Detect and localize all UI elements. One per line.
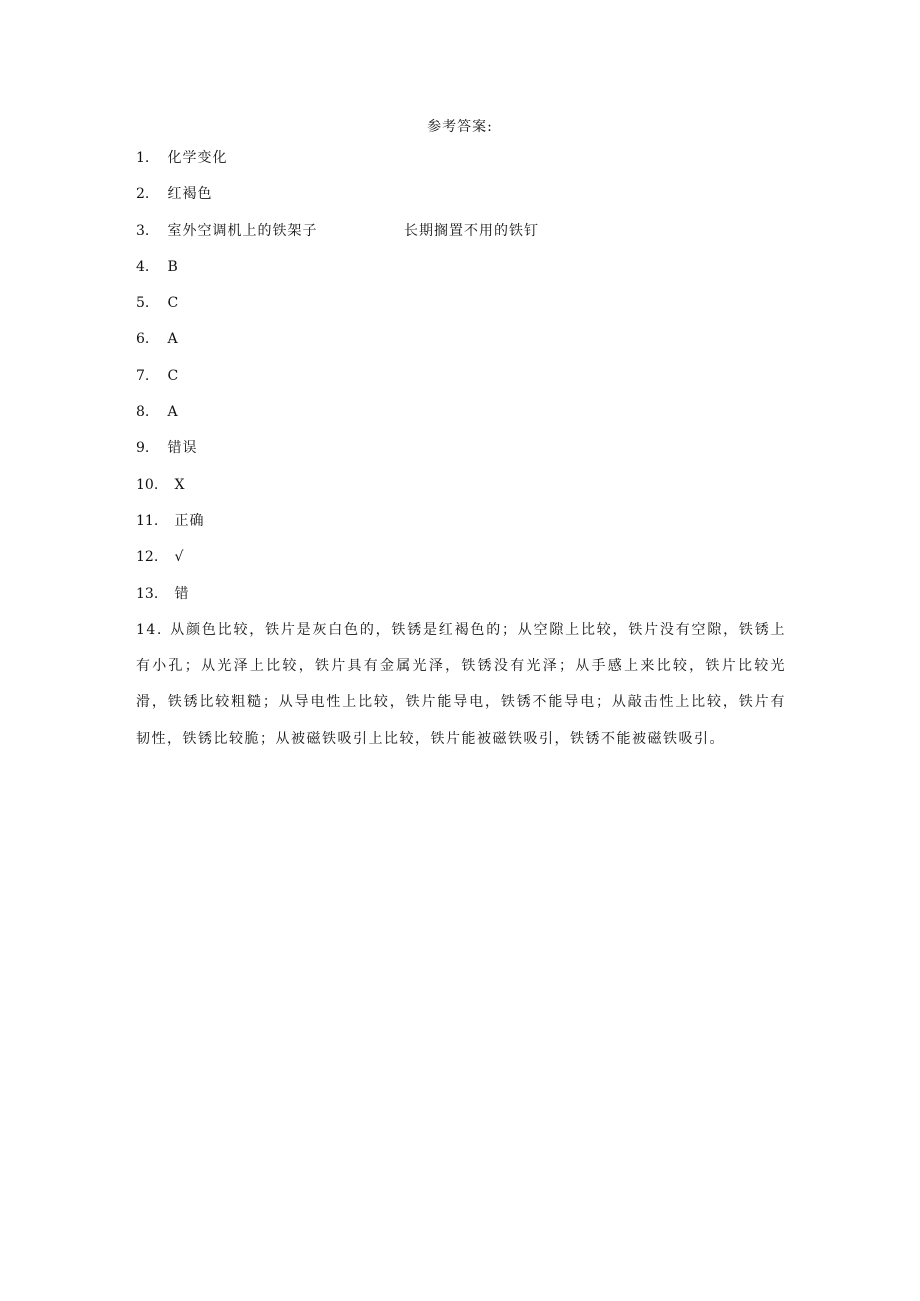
answer-number: 2. [136, 186, 150, 203]
answer-item-5 [136, 291, 786, 327]
answer-list [136, 146, 786, 757]
answer-item-4 [136, 255, 786, 291]
answer-item-8 [136, 400, 786, 436]
answer-number: 3. [136, 222, 150, 239]
answer-item-11 [136, 509, 786, 545]
answer-text: C [167, 367, 180, 384]
answer-text-paragraph: 从颜色比较，铁片是灰白色的，铁锈是红褐色的；从空隙上比较，铁片没有空隙，铁锈上有小孔；从光泽上比较，铁片具有金属光泽，铁锈没有光泽；从手感上来比较，铁片比较光滑，铁锈比较粗糙；从导电性上比较，铁片能导电，铁锈不能导电；从敲击性上比较，铁片有韧性，铁锈比较脆；从被磁铁吸引上比较，铁片能被磁铁吸引，铁锈不能被磁铁吸引。 [136, 621, 786, 747]
answer-number: 7. [136, 367, 150, 384]
answer-number: 12. [136, 549, 159, 566]
answer-text: B [167, 258, 179, 275]
answer-text: 错 [174, 585, 190, 602]
answer-number: 10. [136, 476, 159, 493]
answer-number: 9. [136, 440, 150, 457]
answer-item-6 [136, 327, 786, 363]
answer-item-14 [136, 612, 786, 757]
answer-item-3 [136, 219, 786, 255]
answer-item-10 [136, 473, 786, 509]
answer-number: 14. [136, 621, 163, 638]
answer-number: 11. [136, 512, 159, 529]
answer-number: 1. [136, 150, 150, 166]
answer-text: A [167, 331, 179, 348]
answer-item-9 [136, 436, 786, 472]
answer-text: 化学变化 [167, 150, 228, 166]
page-title: 参考答案: [427, 119, 493, 135]
answer-item-1 [136, 146, 786, 182]
answer-text: A [167, 404, 179, 421]
answer-number: 4. [136, 258, 150, 275]
answer-item-7 [136, 364, 786, 400]
answer-item-13 [136, 582, 786, 618]
answer-text: 室外空调机上的铁架子 [167, 222, 318, 239]
answer-text: 错误 [167, 440, 198, 457]
answer-text: √ [174, 549, 185, 566]
answer-text: 正确 [174, 512, 205, 529]
answer-text: 红褐色 [167, 186, 213, 203]
answer-text: C [167, 295, 180, 312]
answer-number: 5. [136, 295, 150, 312]
answer-number: 6. [136, 331, 150, 348]
answer-item-12 [136, 545, 786, 581]
answer-number: 13. [136, 585, 159, 602]
answer-item-2 [136, 182, 786, 218]
answer-text: X [174, 476, 186, 493]
answer-text-second-blank: 长期搁置不用的铁钉 [404, 222, 539, 239]
answer-number: 8. [136, 404, 150, 421]
